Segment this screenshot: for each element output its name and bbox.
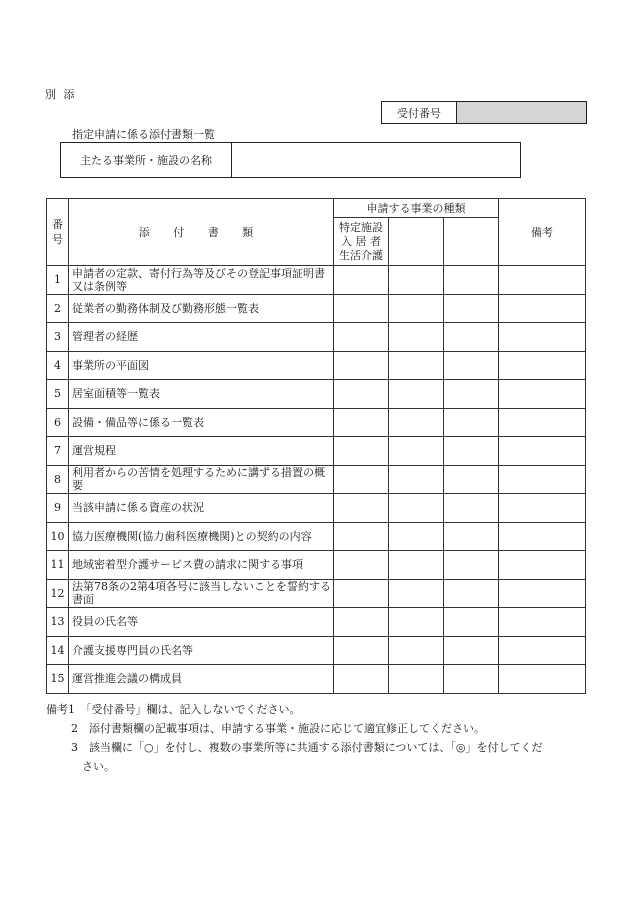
- row-number: 14: [47, 636, 69, 665]
- row-service-check-3[interactable]: [444, 636, 499, 665]
- table-row: [47, 636, 586, 665]
- header-service-kinds: 申請する事業の種類: [334, 199, 499, 218]
- row-notes[interactable]: [499, 323, 586, 352]
- row-service-check-1[interactable]: [334, 608, 389, 637]
- header-service-1-line3: 生活介護: [339, 248, 383, 262]
- row-notes[interactable]: [499, 294, 586, 323]
- row-service-check-3[interactable]: [444, 266, 499, 295]
- row-number: 5: [47, 380, 69, 409]
- header-service-1-line2: 入 居 者: [341, 234, 381, 248]
- table-row: [47, 522, 586, 551]
- row-service-check-2[interactable]: [389, 636, 444, 665]
- note-3: 3 該当欄に「○」を付し、複数の事業所等に共通する添付書類については、「◎」を付してくだ: [71, 741, 543, 754]
- row-document-name: 居室面積等一覧表: [69, 380, 334, 409]
- row-service-check-3[interactable]: [444, 494, 499, 523]
- notes-section: [46, 700, 606, 776]
- row-number: 2: [47, 294, 69, 323]
- row-service-check-1[interactable]: [334, 266, 389, 295]
- row-number: 1: [47, 266, 69, 295]
- table-row: [47, 266, 586, 295]
- row-service-check-3[interactable]: [444, 380, 499, 409]
- note-2: 2 添付書類欄の記載事項は、申請する事業・施設に応じて適宜修正してください。: [71, 722, 485, 735]
- document-title: 指定申請に係る添付書類一覧: [72, 128, 215, 141]
- row-notes[interactable]: [499, 494, 586, 523]
- table-row: [47, 323, 586, 352]
- row-service-check-1[interactable]: [334, 294, 389, 323]
- row-service-check-2[interactable]: [389, 522, 444, 551]
- table-row: [47, 294, 586, 323]
- row-number: 8: [47, 465, 69, 494]
- row-service-check-1[interactable]: [334, 494, 389, 523]
- row-notes[interactable]: [499, 551, 586, 580]
- row-service-check-3[interactable]: [444, 522, 499, 551]
- header-number-line2: 号: [52, 233, 63, 246]
- table-row: [47, 579, 586, 608]
- row-service-check-3[interactable]: [444, 608, 499, 637]
- row-document-name: 事業所の平面図: [69, 351, 334, 380]
- header-service-1: [334, 218, 389, 266]
- row-document-name: 介護支援専門員の氏名等: [69, 636, 334, 665]
- header-service-1-line1: 特定施設: [339, 220, 383, 234]
- row-service-check-3[interactable]: [444, 294, 499, 323]
- row-service-check-2[interactable]: [389, 465, 444, 494]
- row-document-name: 従業者の勤務体制及び勤務形態一覧表: [69, 294, 334, 323]
- table-row: [47, 437, 586, 466]
- row-service-check-3[interactable]: [444, 351, 499, 380]
- row-document-name: 管理者の経歴: [69, 323, 334, 352]
- row-service-check-3[interactable]: [444, 551, 499, 580]
- note-3-continued: さい。: [82, 760, 115, 773]
- row-service-check-1[interactable]: [334, 551, 389, 580]
- row-service-check-1[interactable]: [334, 323, 389, 352]
- row-notes[interactable]: [499, 665, 586, 694]
- header-notes: 備考: [499, 199, 586, 266]
- row-service-check-2[interactable]: [389, 294, 444, 323]
- row-number: 7: [47, 437, 69, 466]
- row-number: 13: [47, 608, 69, 637]
- row-number: 10: [47, 522, 69, 551]
- row-number: 12: [47, 579, 69, 608]
- row-service-check-2[interactable]: [389, 608, 444, 637]
- row-service-check-2[interactable]: [389, 266, 444, 295]
- row-number: 3: [47, 323, 69, 352]
- row-notes[interactable]: [499, 408, 586, 437]
- row-document-name: 役員の氏名等: [69, 608, 334, 637]
- table-row: [47, 380, 586, 409]
- table-row: [47, 551, 586, 580]
- header-number-line1: 番: [52, 218, 63, 231]
- row-service-check-2[interactable]: [389, 323, 444, 352]
- row-service-check-1[interactable]: [334, 665, 389, 694]
- row-number: 9: [47, 494, 69, 523]
- row-notes[interactable]: [499, 522, 586, 551]
- row-notes[interactable]: [499, 465, 586, 494]
- table-row: [47, 608, 586, 637]
- row-number: 6: [47, 408, 69, 437]
- row-notes[interactable]: [499, 579, 586, 608]
- row-service-check-2[interactable]: [389, 408, 444, 437]
- table-body: [47, 266, 586, 694]
- row-number: 15: [47, 665, 69, 694]
- row-document-name: 法第78条の2第4項各号に該当しないことを誓約する書面: [69, 579, 334, 608]
- row-notes[interactable]: [499, 437, 586, 466]
- header-number: [47, 199, 69, 266]
- header-document: 添 付 書 類: [69, 199, 334, 266]
- row-service-check-3[interactable]: [444, 323, 499, 352]
- row-service-check-1[interactable]: [334, 522, 389, 551]
- row-document-name: 申請者の定款、寄付行為等及びその登記事項証明書又は条例等: [69, 266, 334, 295]
- note-1: 備考1 「受付番号」欄は、記入しないでください。: [46, 703, 301, 716]
- row-number: 11: [47, 551, 69, 580]
- row-notes[interactable]: [499, 636, 586, 665]
- table-row: [47, 465, 586, 494]
- row-document-name: 利用者からの苦情を処理するために講ずる措置の概要: [69, 465, 334, 494]
- row-service-check-2[interactable]: [389, 494, 444, 523]
- row-document-name: 地域密着型介護サービス費の請求に関する事項: [69, 551, 334, 580]
- row-document-name: 運営推進会議の構成員: [69, 665, 334, 694]
- attachment-table: [46, 198, 586, 694]
- row-service-check-1[interactable]: [334, 380, 389, 409]
- row-service-check-2[interactable]: [389, 551, 444, 580]
- receipt-number-label: 受付番号: [382, 102, 457, 123]
- table-row: [47, 351, 586, 380]
- table-row: [47, 665, 586, 694]
- row-notes[interactable]: [499, 380, 586, 409]
- row-document-name: 協力医療機関(協力歯科医療機関)との契約の内容: [69, 522, 334, 551]
- row-service-check-3[interactable]: [444, 665, 499, 694]
- row-service-check-1[interactable]: [334, 636, 389, 665]
- facility-name-field[interactable]: [232, 143, 520, 177]
- row-service-check-1[interactable]: [334, 579, 389, 608]
- facility-name-label: 主たる事業所・施設の名称: [61, 143, 232, 177]
- row-service-check-1[interactable]: [334, 465, 389, 494]
- row-service-check-2[interactable]: [389, 380, 444, 409]
- row-service-check-2[interactable]: [389, 665, 444, 694]
- row-service-check-3[interactable]: [444, 437, 499, 466]
- row-document-name: 運営規程: [69, 437, 334, 466]
- table-row: [47, 494, 586, 523]
- receipt-number-box: [381, 101, 587, 124]
- row-service-check-3[interactable]: [444, 465, 499, 494]
- table-row: [47, 408, 586, 437]
- row-document-name: 設備・備品等に係る一覧表: [69, 408, 334, 437]
- row-notes[interactable]: [499, 266, 586, 295]
- row-service-check-3[interactable]: [444, 579, 499, 608]
- row-notes[interactable]: [499, 351, 586, 380]
- facility-name-box: [60, 142, 521, 178]
- attachment-label: 別 添: [45, 88, 77, 101]
- row-service-check-2[interactable]: [389, 351, 444, 380]
- row-service-check-2[interactable]: [389, 579, 444, 608]
- row-number: 4: [47, 351, 69, 380]
- header-service-3: [444, 218, 499, 266]
- row-document-name: 当該申請に係る資産の状況: [69, 494, 334, 523]
- row-service-check-1[interactable]: [334, 408, 389, 437]
- receipt-number-field[interactable]: [457, 102, 586, 123]
- row-notes[interactable]: [499, 608, 586, 637]
- row-service-check-2[interactable]: [389, 437, 444, 466]
- row-service-check-3[interactable]: [444, 408, 499, 437]
- header-service-2: [389, 218, 444, 266]
- row-service-check-1[interactable]: [334, 437, 389, 466]
- row-service-check-1[interactable]: [334, 351, 389, 380]
